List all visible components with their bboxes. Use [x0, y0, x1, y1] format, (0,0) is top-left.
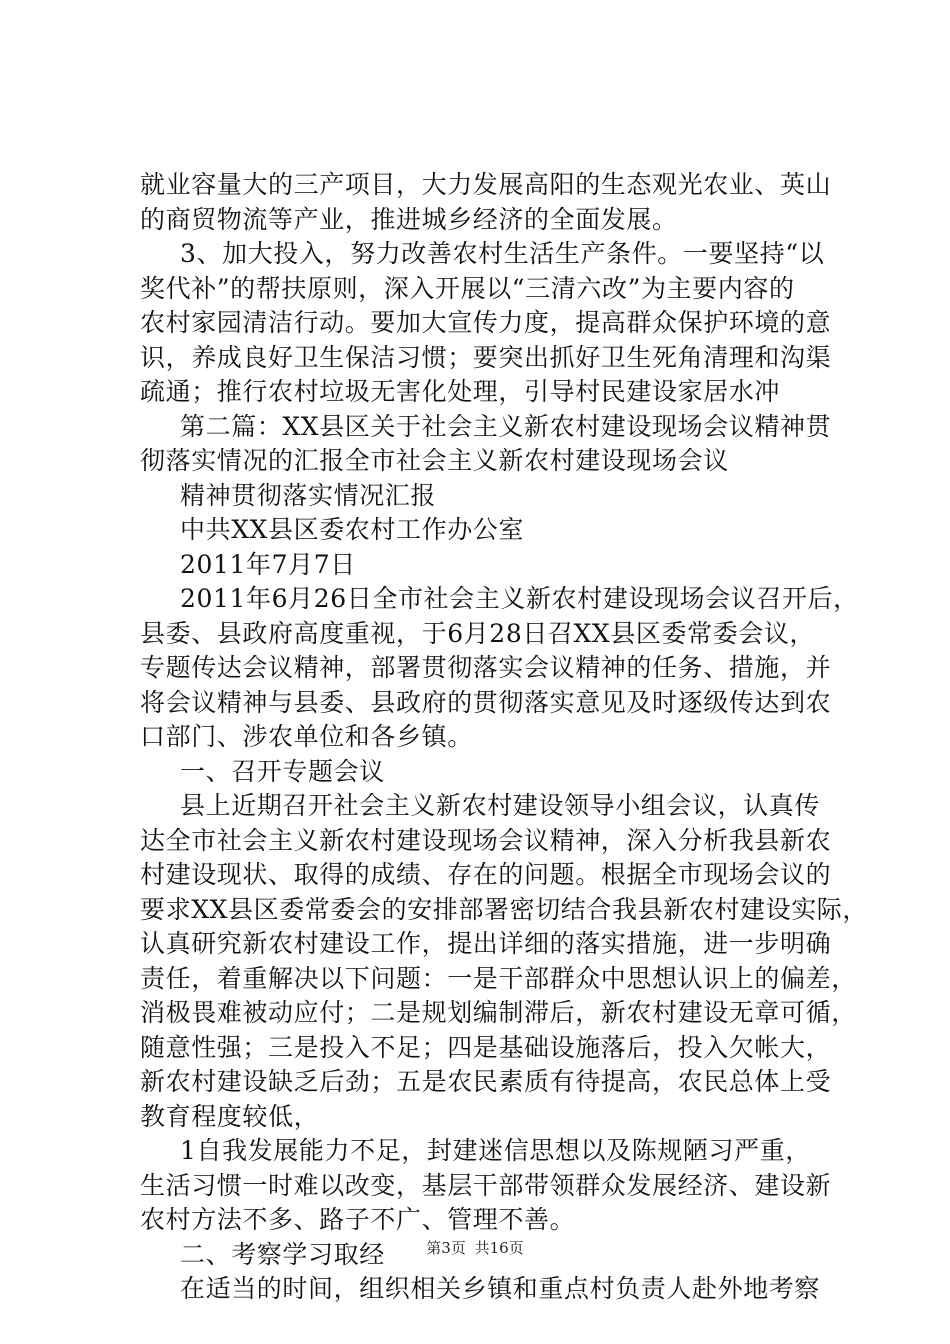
text-line: 的商贸物流等产业，推进城乡经济的全面发展。 [140, 204, 678, 234]
text-line: 第二篇：XX县区关于社会主义新农村建设现场会议精神贯 [180, 411, 832, 441]
text-line: 识，养成良好卫生保洁习惯；要突出抓好卫生死角清理和沟渠 [140, 342, 832, 372]
text-line: 奖代补”的帮扶原则，深入开展以“三清六改”为主要内容的 [140, 273, 795, 303]
text-line: 精神贯彻落实情况汇报 [180, 480, 437, 510]
text-line: 口部门、涉农单位和各乡镇。 [140, 722, 473, 751]
text-line: 要求XX县区委常委会的安排部署密切结合我县新农村建设实际， [140, 894, 868, 924]
text-line: 农村方法不多、路子不广、管理不善。 [140, 1205, 576, 1234]
text-line: 县上近期召开社会主义新农村建设领导小组会议，认真传 [180, 791, 821, 820]
text-line: 将会议精神与县委、县政府的贯彻落实意见及时逐级传达到农 [140, 687, 832, 717]
text-line: 二、考察学习取经 [180, 1239, 385, 1269]
text-line: 专题传达会议精神，部署贯彻落实会议精神的任务、措施，并 [140, 653, 832, 682]
text-line: 随意性强；三是投入不足；四是基础设施落后，投入欠帐大， [140, 1032, 832, 1062]
text-line: 认真研究新农村建设工作，提出详细的落实措施，进一步明确 [140, 929, 832, 958]
text-line: 中共XX县区委农村工作办公室 [180, 515, 524, 544]
text-line: 疏通；推行农村垃圾无害化处理，引导村民建设家居水冲 [140, 377, 781, 406]
text-line: 责任，着重解决以下问题：一是干部群众中思想认识上的偏差， [140, 963, 857, 993]
text-line: 县委、县政府高度重视，于6月28日召XX县区委常委会议， [140, 618, 816, 648]
text-line: 消极畏难被动应付；二是规划编制滞后，新农村建设无章可循， [140, 998, 857, 1027]
page-number: 第3页 [426, 1239, 466, 1257]
text-line: 一、召开专题会议 [180, 756, 385, 786]
document-body [140, 168, 868, 1307]
text-line: 3、加大投入，努力改善农村生活生产条件。一要坚持“以 [180, 239, 825, 268]
text-line: 彻落实情况的汇报全市社会主义新农村建设现场会议 [140, 446, 729, 475]
text-line: 2011年7月7日 [180, 549, 356, 579]
text-line: 就业容量大的三产项目，大力发展高阳的生态观光农业、英山 [140, 170, 832, 199]
text-line: 新农村建设缺乏后劲；五是农民素质有待提高，农民总体上受 [140, 1067, 832, 1096]
text-line: 村建设现状、取得的成绩、存在的问题。根据全市现场会议的 [140, 860, 832, 889]
page-total: 共16页 [474, 1239, 524, 1257]
text-line: 农村家园清洁行动。要加大宣传力度，提高群众保护环境的意 [140, 308, 832, 337]
page-footer [0, 1238, 950, 1258]
text-line: 1自我发展能力不足，封建迷信思想以及陈规陋习严重， [180, 1136, 811, 1165]
text-line: 生活习惯一时难以改变，基层干部带领群众发展经济、建设新 [140, 1170, 832, 1200]
text-line: 达全市社会主义新农村建设现场会议精神，深入分析我县新农 [140, 825, 832, 855]
text-line: 2011年6月26日全市社会主义新农村建设现场会议召开后， [180, 584, 859, 613]
text-line: 教育程度较低， [140, 1101, 320, 1131]
text-line: 在适当的时间，组织相关乡镇和重点村负责人赴外地考察 [180, 1274, 821, 1303]
